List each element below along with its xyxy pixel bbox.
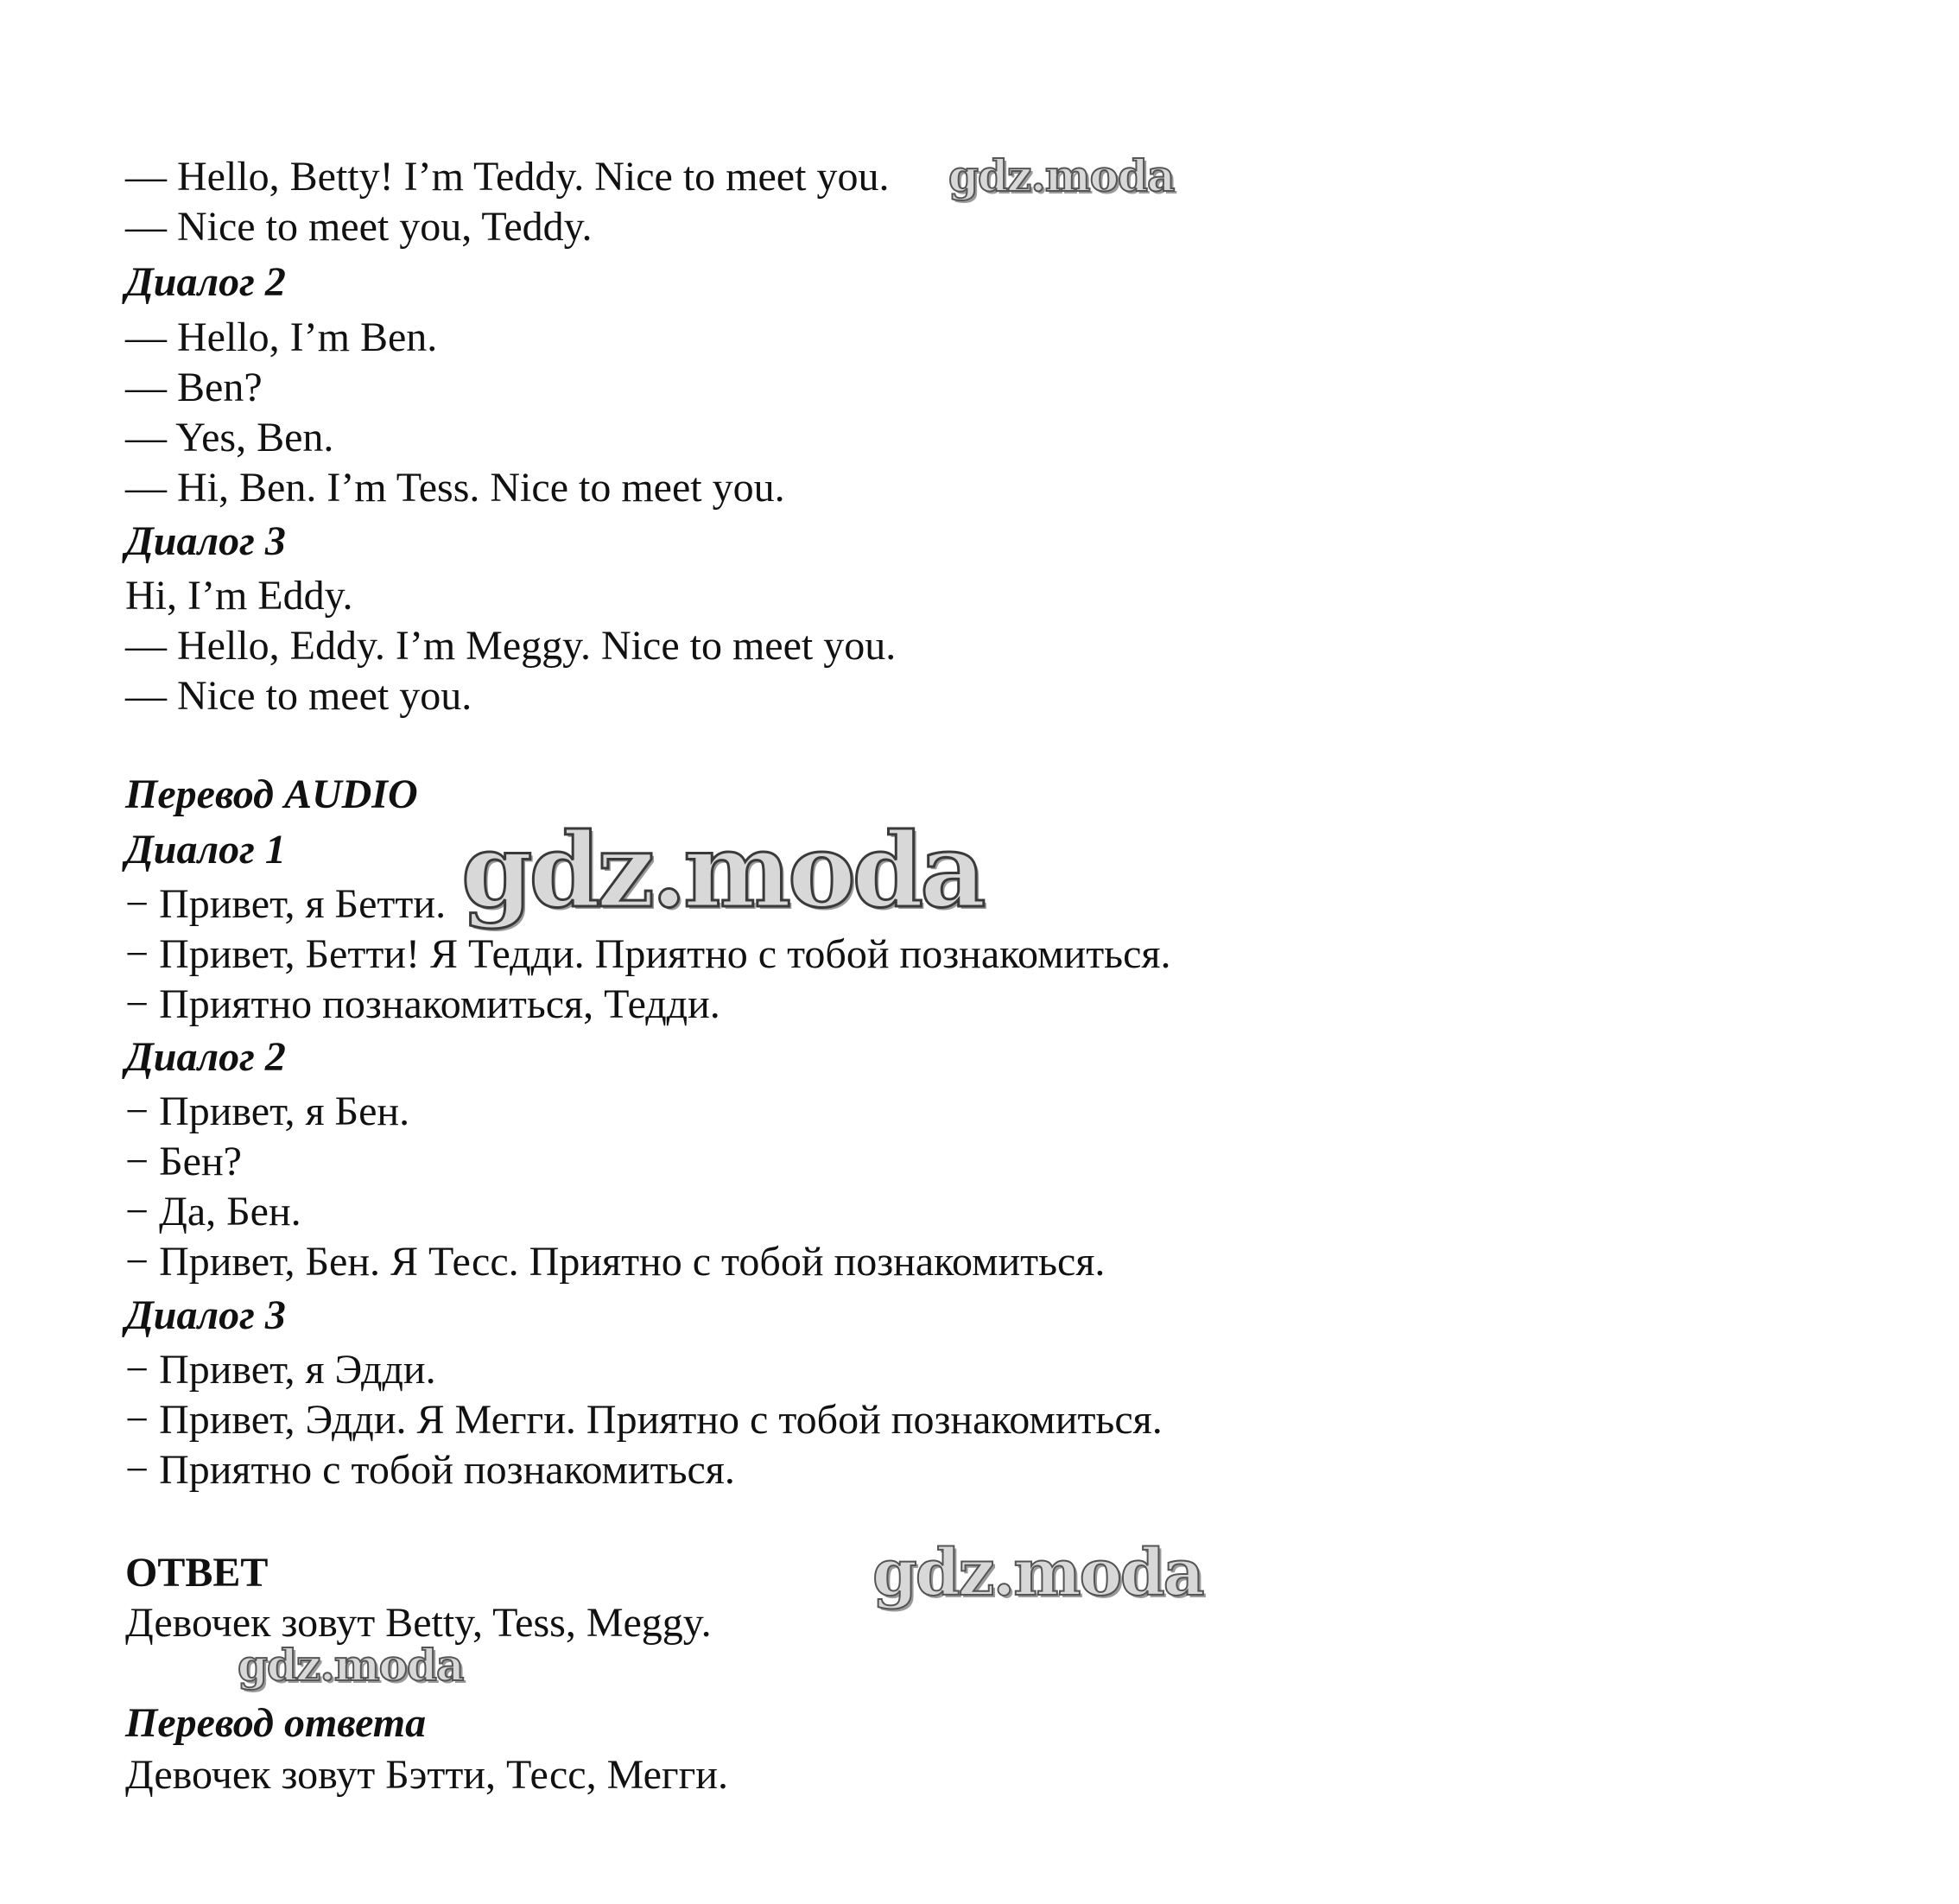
answer-translation-text: Девочек зовут Бэтти, Тесс, Мегги. [125, 1752, 728, 1798]
translation-dialog2-heading: Диалог 2 [125, 1034, 286, 1080]
translation-dialog3-line-1: − Привет, я Эдди. [125, 1347, 436, 1393]
translation-dialog2-line-3: − Да, Бен. [125, 1189, 301, 1234]
answer-translation-heading: Перевод ответа [125, 1700, 427, 1746]
answer-heading: ОТВЕТ [125, 1550, 269, 1596]
dialog2-line-2: — Ben? [125, 365, 263, 410]
dialog2-line-1: — Hello, I’m Ben. [125, 314, 438, 360]
watermark-logo-small: gdz.moda [238, 1640, 464, 1691]
translation-dialog2-line-4: − Привет, Бен. Я Тесс. Приятно с тобой познакомиться. [125, 1239, 1106, 1285]
translation-dialog1-line-3: − Приятно познакомиться, Тедди. [125, 981, 720, 1027]
dialog2-heading: Диалог 2 [125, 259, 286, 305]
dialog3-line-3: — Nice to meet you. [125, 673, 472, 719]
translation-dialog2-line-2: − Бен? [125, 1139, 242, 1184]
dialog3-line-1: Hi, I’m Eddy. [125, 573, 353, 619]
dialog1-line-betty-reply: — Nice to meet you, Teddy. [125, 204, 593, 250]
translation-dialog1-heading: Диалог 1 [125, 827, 286, 873]
dialog1-line-teddy: — Hello, Betty! I’m Teddy. Nice to meet you. [125, 154, 890, 200]
dialog2-line-4: — Hi, Ben. I’m Tess. Nice to meet you. [125, 465, 785, 511]
answer-text: Девочек зовут Betty, Tess, Meggy. [125, 1600, 712, 1646]
translation-dialog1-line-2: − Привет, Бетти! Я Тедди. Приятно с тобой познакомиться. [125, 931, 1171, 977]
translation-dialog2-line-1: − Привет, я Бен. [125, 1088, 410, 1134]
watermark-logo-large: gdz.moda [461, 810, 983, 930]
dialog3-line-2: — Hello, Eddy. I’m Meggy. Nice to meet you. [125, 623, 897, 669]
translation-dialog3-line-2: − Привет, Эдди. Я Мегги. Приятно с тобой познакомиться. [125, 1397, 1163, 1443]
translation-dialog3-heading: Диалог 3 [125, 1292, 286, 1338]
dialog3-heading: Диалог 3 [125, 518, 286, 564]
watermark-logo: gdz.moda [948, 150, 1175, 201]
dialog2-line-3: — Yes, Ben. [125, 415, 334, 460]
translation-audio-heading: Перевод AUDIO [125, 771, 418, 817]
translation-dialog1-line-1: − Привет, я Бетти. [125, 881, 447, 927]
watermark-logo-medium: gdz.moda [872, 1536, 1203, 1610]
translation-dialog3-line-3: − Приятно с тобой познакомиться. [125, 1447, 735, 1493]
